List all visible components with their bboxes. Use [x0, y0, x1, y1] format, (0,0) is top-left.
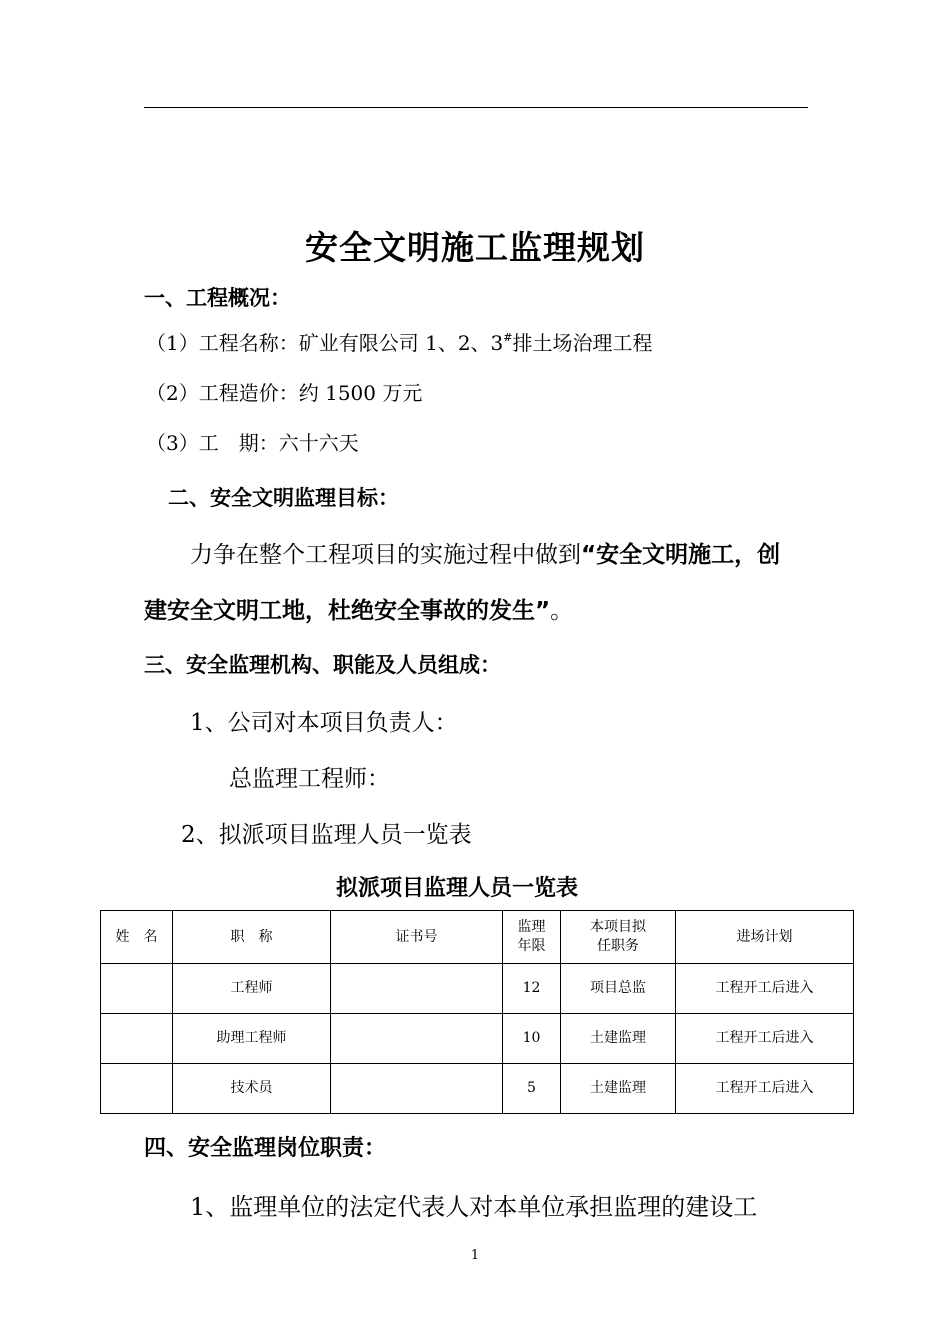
cell-years: 12	[503, 964, 561, 1014]
section-3-item-1-sub: 总监理工程师：	[229, 766, 390, 792]
header-role-line2: 任职务	[597, 938, 639, 954]
goal-quote-part1: “安全文明施工，创	[581, 542, 781, 568]
cell-name	[101, 964, 173, 1014]
section-3-item-1: 1、公司对本项目负责人：	[190, 710, 458, 736]
goal-paragraph-line2	[144, 592, 573, 625]
header-role	[561, 911, 676, 964]
table-row	[101, 964, 854, 1014]
project-name-value: 矿业有限公司 1、2、3	[298, 331, 504, 355]
section-1-heading: 一、工程概况：	[144, 286, 291, 310]
cell-plan: 工程开工后进入	[676, 1064, 854, 1114]
header-title: 职 称	[173, 911, 331, 964]
cell-cert	[331, 964, 503, 1014]
roster-caption: 拟派项目监理人员一览表	[335, 876, 578, 901]
cell-title: 技术员	[173, 1064, 331, 1114]
header-years-line2: 年限	[517, 938, 546, 954]
header-cert: 证书号	[331, 911, 503, 964]
section-4-item-1: 1、监理单位的法定代表人对本单位承担监理的建设工	[190, 1193, 758, 1221]
section-2-heading: 二、安全文明监理目标：	[168, 486, 399, 510]
header-role-line1: 本项目拟	[590, 919, 646, 935]
cell-plan: 工程开工后进入	[676, 1014, 854, 1064]
cell-title: 助理工程师	[173, 1014, 331, 1064]
cell-cert	[331, 1064, 503, 1114]
table-row	[101, 1014, 854, 1064]
goal-end: 。	[550, 598, 574, 624]
cell-role: 土建监理	[561, 1014, 676, 1064]
header-years-line1: 监理	[517, 919, 546, 935]
section-4-heading: 四、安全监理岗位职责：	[144, 1136, 387, 1161]
cell-role: 土建监理	[561, 1064, 676, 1114]
cell-years: 10	[503, 1014, 561, 1064]
cell-title: 工程师	[173, 964, 331, 1014]
header-plan: 进场计划	[676, 911, 854, 964]
project-name-label: （1）工程名称：	[146, 331, 299, 355]
project-cost-line	[146, 377, 422, 406]
cell-role: 项目总监	[561, 964, 676, 1014]
project-cost-value: 约 1500 万元	[298, 381, 423, 405]
cell-years: 5	[503, 1064, 561, 1114]
goal-lead: 力争在整个工程项目的实施过程中做到	[190, 542, 581, 568]
goal-paragraph-line1	[190, 536, 780, 569]
roster-table	[100, 910, 854, 1114]
project-duration-label: （3）工 期：	[146, 431, 279, 455]
project-duration-value: 六十六天	[278, 431, 359, 455]
header-years	[503, 911, 561, 964]
cell-name	[101, 1014, 173, 1064]
goal-quote-part2: 建安全文明工地，杜绝安全事故的发生”	[144, 598, 551, 624]
page-number: 1	[470, 1248, 480, 1263]
project-cost-label: （2）工程造价：	[146, 381, 299, 405]
project-name-value-end: 排土场治理工程	[512, 331, 653, 355]
section-3-item-2: 2、拟派项目监理人员一览表	[181, 822, 472, 848]
project-name-sup: #	[503, 331, 513, 344]
header-rule	[144, 107, 808, 108]
section-3-heading: 三、安全监理机构、职能及人员组成：	[144, 653, 501, 677]
project-duration-line	[146, 427, 359, 456]
project-name-line	[146, 327, 652, 356]
page-title: 安全文明施工监理规划	[305, 228, 645, 267]
cell-plan: 工程开工后进入	[676, 964, 854, 1014]
table-header-row	[101, 911, 854, 964]
table-row	[101, 1064, 854, 1114]
cell-name	[101, 1064, 173, 1114]
header-name: 姓 名	[101, 911, 173, 964]
cell-cert	[331, 1014, 503, 1064]
